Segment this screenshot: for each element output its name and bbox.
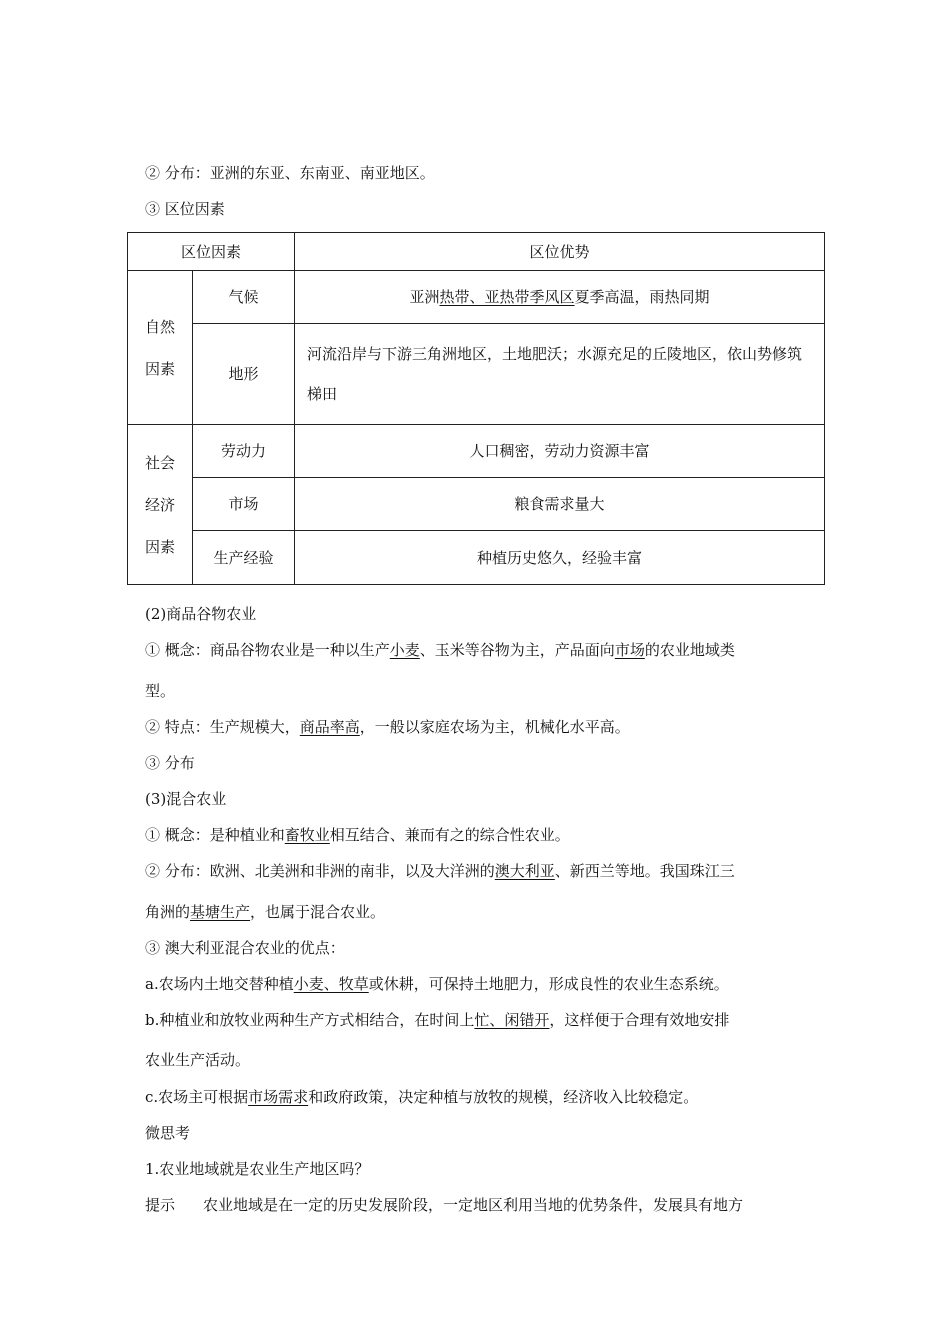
table-row (128, 324, 825, 425)
location-factors-heading: ③ 区位因素 (145, 200, 225, 218)
table-row (128, 425, 825, 478)
think-heading: 微思考 (145, 1124, 191, 1142)
table-row (128, 271, 825, 324)
mixed-distribution-cont: 角洲的基塘生产，也属于混合农业。 (145, 903, 386, 921)
table-row (128, 478, 825, 531)
rice-distribution: ② 分布：亚洲的东亚、东南亚、南亚地区。 (145, 164, 435, 182)
header-advantage: 区位优势 (295, 233, 825, 271)
commercial-distribution: ③ 分布 (145, 754, 195, 772)
commercial-concept: ① 概念：商品谷物农业是一种以生产小麦、玉米等谷物为主，产品面向市场的农业地域类 (145, 641, 735, 659)
header-factor: 区位因素 (128, 233, 295, 271)
table-row (128, 531, 825, 585)
commercial-features: ② 特点：生产规模大，商品率高，一般以家庭农场为主，机械化水平高。 (145, 718, 630, 736)
advantage-b: b.种植业和放牧业两种生产方式相结合，在时间上忙、闲错开，这样便于合理有效地安排 (145, 1011, 730, 1029)
think-hint: 提示 农业地域是在一定的历史发展阶段，一定地区利用当地的优势条件，发展具有地方 (145, 1196, 744, 1214)
natural-factors-group: 自然 因素 (128, 271, 193, 425)
terrain-label: 地形 (193, 324, 295, 425)
mixed-distribution: ② 分布：欧洲、北美洲和非洲的南非，以及大洋洲的澳大利亚、新西兰等地。我国珠江三 (145, 862, 735, 880)
mixed-farming-heading: (3)混合农业 (145, 790, 227, 808)
experience-value: 种植历史悠久，经验丰富 (295, 531, 825, 585)
labor-value: 人口稠密，劳动力资源丰富 (295, 425, 825, 478)
social-factors-group: 社会 经济 因素 (128, 425, 193, 585)
market-value: 粮食需求量大 (295, 478, 825, 531)
experience-label: 生产经验 (193, 531, 295, 585)
advantage-c: c.农场主可根据市场需求和政府政策，决定种植与放牧的规模，经济收入比较稳定。 (145, 1088, 699, 1106)
advantage-a: a.农场内土地交替种植小麦、牧草或休耕，可保持土地肥力，形成良性的农业生态系统。 (145, 975, 729, 993)
advantage-b-cont: 农业生产活动。 (145, 1051, 251, 1069)
labor-label: 劳动力 (193, 425, 295, 478)
location-factors-table (127, 232, 825, 585)
australia-advantages-heading: ③ 澳大利亚混合农业的优点： (145, 939, 345, 957)
mixed-concept: ① 概念：是种植业和畜牧业相互结合、兼而有之的综合性农业。 (145, 826, 570, 844)
climate-label: 气候 (193, 271, 295, 324)
market-label: 市场 (193, 478, 295, 531)
think-question-1: 1.农业地域就是农业生产地区吗？ (145, 1160, 370, 1178)
table-header-row (128, 233, 825, 271)
commercial-concept-cont: 型。 (145, 682, 176, 700)
climate-value: 亚洲热带、亚热带季风区夏季高温，雨热同期 (295, 271, 825, 324)
commercial-grain-heading: (2)商品谷物农业 (145, 605, 257, 623)
terrain-value: 河流沿岸与下游三角洲地区，土地肥沃；水源充足的丘陵地区，依山势修筑梯田 (295, 324, 825, 425)
